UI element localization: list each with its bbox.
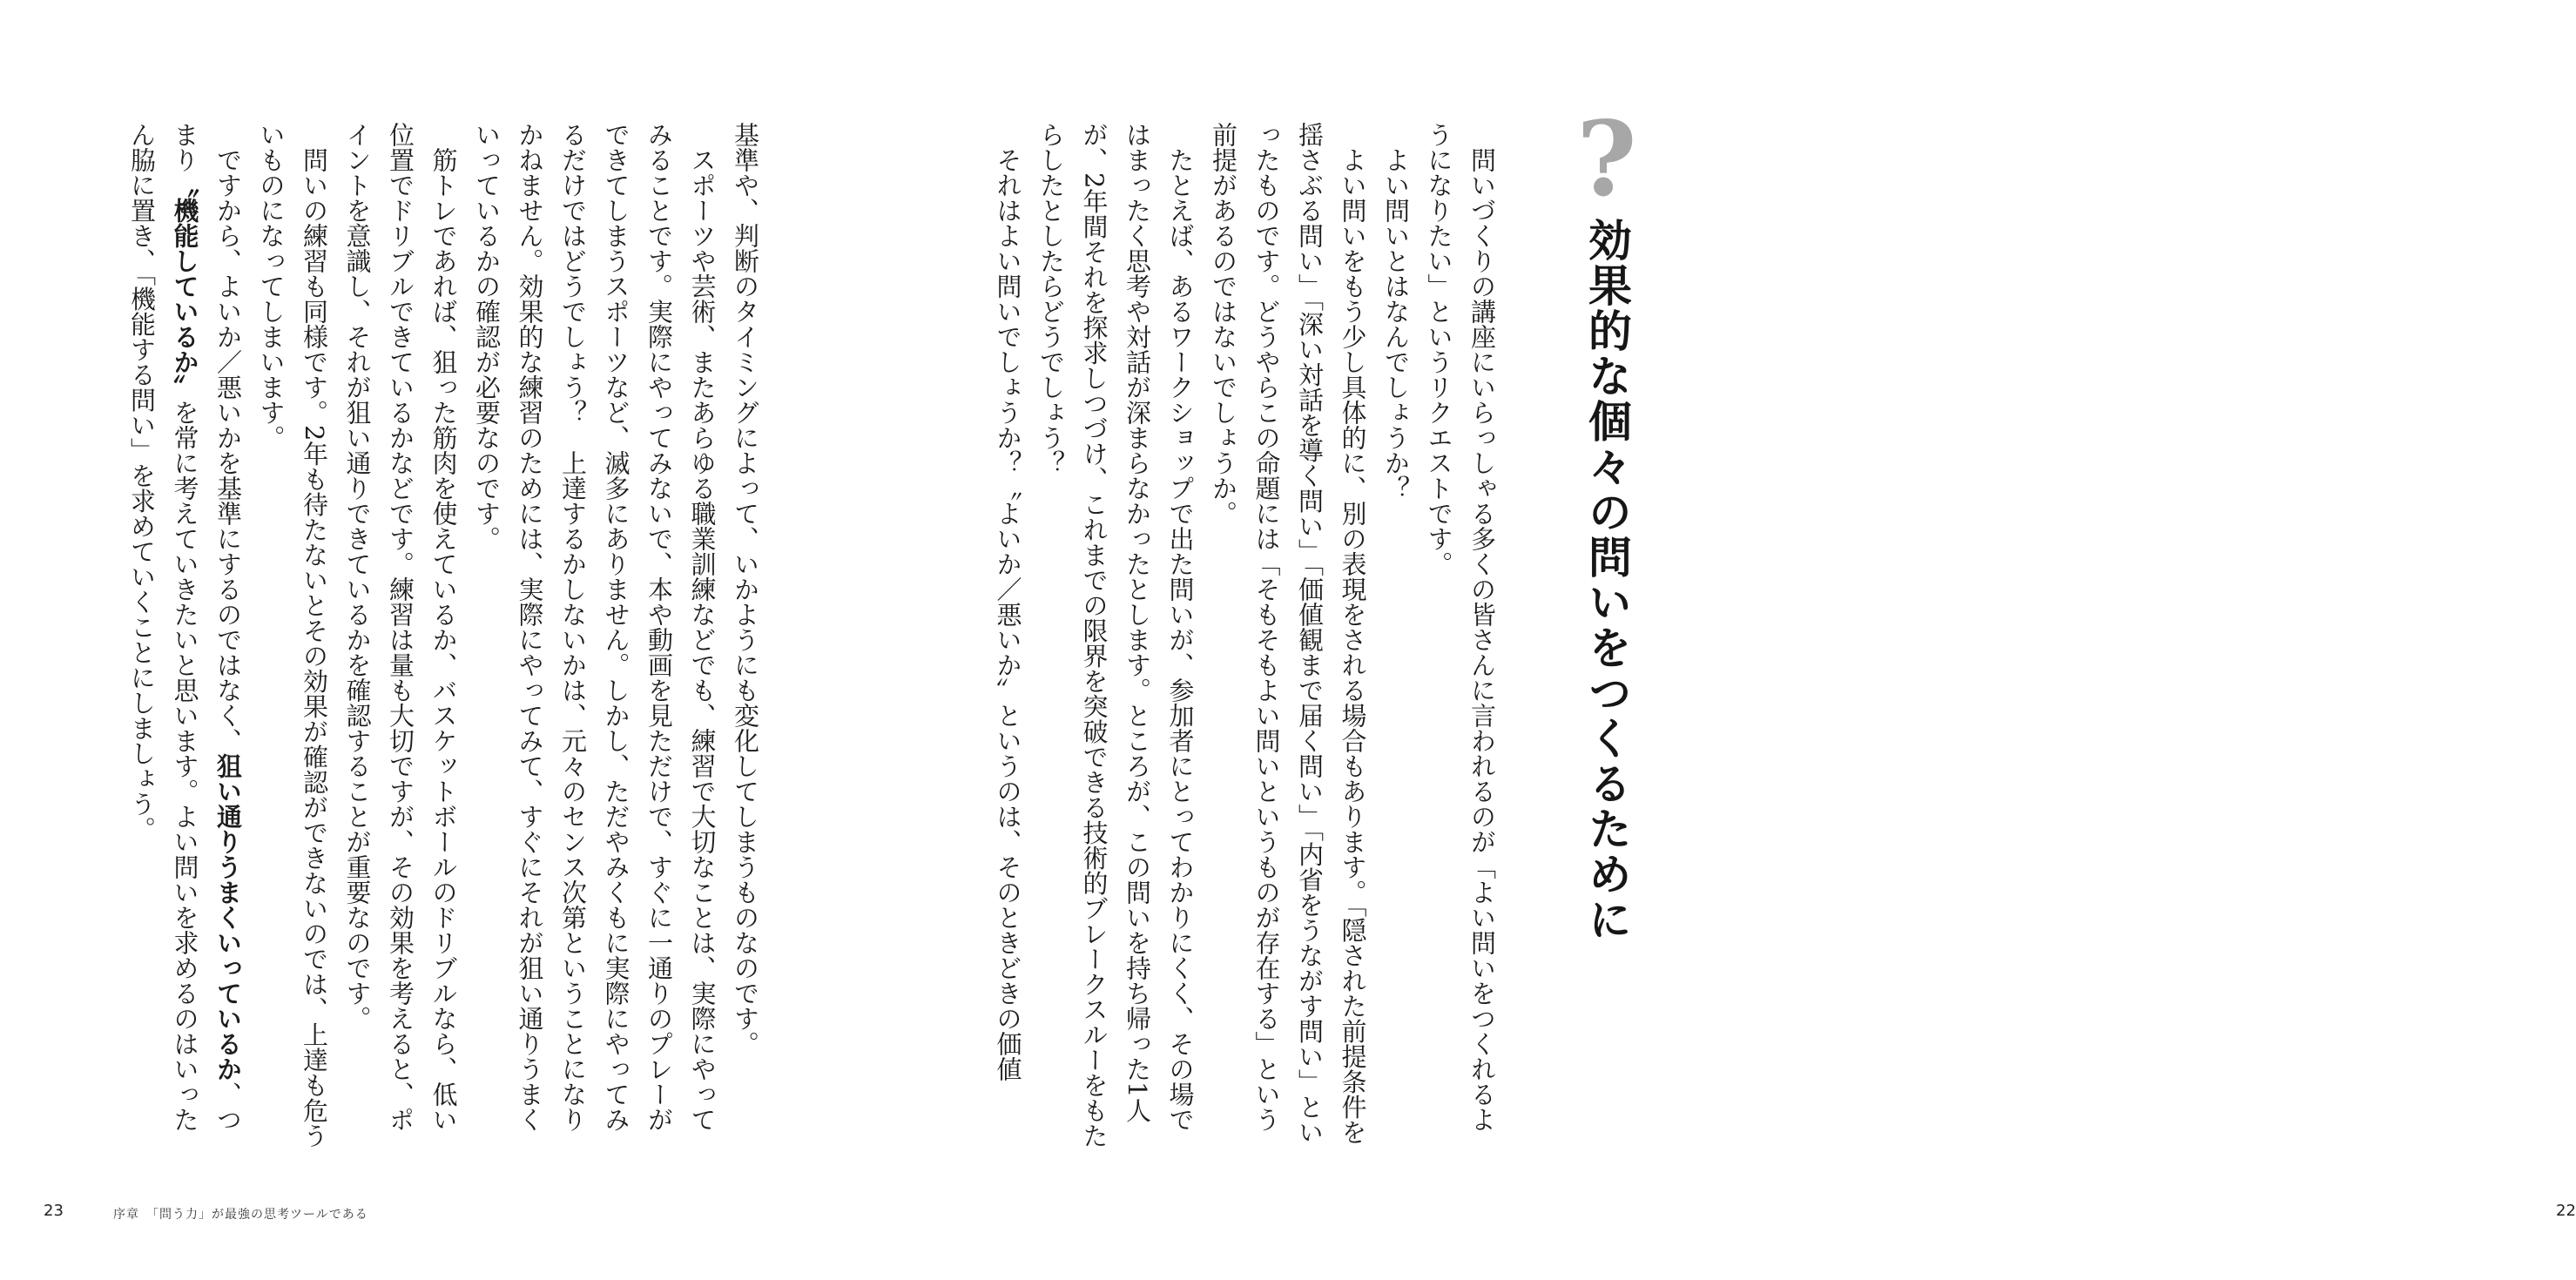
emphasis-on-target: 狙い通りうまくいっているか xyxy=(213,753,243,1081)
question-mark-icon: ? xyxy=(1576,98,1637,219)
page-number-left: 23 xyxy=(44,1202,64,1220)
left-paragraph-3: 筋トレであれば、狙った筋肉を使えているか、バスケットボールのドリブルなら、低い位置でドリブルできているかなどです。練習は量も大切ですが、その効果を考えると、ポイントを意識し、それが狙い通りできているかを確認することが重要なのです。 xyxy=(342,122,459,1132)
right-page-body xyxy=(993,122,1503,1154)
running-head: 序章 「問う力」が最強の思考ツールである xyxy=(113,1208,368,1222)
left-paragraph-5 xyxy=(120,122,250,1154)
right-paragraph-1: 問いづくりの講座にいらっしゃる多くの皆さんに言われるのが「よい問いをつくれるようになりたい」というリクエストです。 xyxy=(1424,122,1497,1132)
emphasis-functioning: 〝機能しているか〟 xyxy=(170,172,200,400)
left-p5-text-b: 、つまり xyxy=(170,122,243,1132)
right-paragraph-5: それはよい問いでしょうか？〝よいか／悪いか〟というのは、そのときどきの価値 xyxy=(993,147,1023,1081)
left-p5-text-c: を常に考えていきたいと思います。よい問いを求めるのはいったん脇に置き、「機能する問い」を求めていくことにしましょう。 xyxy=(127,122,200,1132)
left-page xyxy=(0,0,871,1280)
section-heading: 効果的な個々の問いをつくるために xyxy=(1581,218,1632,942)
right-paragraph-2: よい問いとはなんでしょうか？ xyxy=(1381,147,1411,501)
right-paragraph-3: よい問いをもう少し具体的に、別の表現をされる場合もあります。「隠された前提条件を揺さぶる問い」「深い対話を導く問い」「価値観まで届く問い」「内省をうながす問い」といったものです。どうやらこの命題には「そもそもよい問いというものが存在する」という前提があるのではないでしょうか。 xyxy=(1209,122,1368,1145)
left-p5-text-a: ですから、よいか／悪いかを基準にするのではなく、 xyxy=(213,147,243,753)
right-page xyxy=(871,0,2576,1280)
right-paragraph-4: たとえば、あるワークショップで出た問いが、参加者にとってわかりにくく、その場ではまったく思考や対話が深まらなかったとします。ところが、この問いを持ち帰った1人が、2年間それを探求しつづけ、これまでの限界を突破できる技術的ブレークスルーをもたらしたとしたらどうでしょう？ xyxy=(1036,122,1196,1149)
left-page-body xyxy=(126,122,766,1154)
left-paragraph-2: スポーツや芸術、またあらゆる職業訓練などでも、練習で大切なことは、実際にやってみることです。実際にやってみないで、本や動画を見ただけで、すぐに一通りのプレーができてしまうスポーツなど、滅多にありません。しかし、ただやみくもに実際にやってみるだけではどうでしょう？ 上達するかしないかは、元々のセンス次第ということになりかねません。効果的な練習のためには、実際にやってみて、すぐにそれが狙い通りうまくいっているかの確認が必要なのです。 xyxy=(472,122,718,1132)
left-paragraph-4: 問いの練習も同様です。2年も待たないとその効果が確認ができないのでは、上達も危ういものになってしまいます。 xyxy=(256,122,329,1149)
left-paragraph-1: 基準や、判断のタイミングによって、いかようにも変化してしまうものなのです。 xyxy=(731,122,760,1056)
page-number-right: 22 xyxy=(2556,1202,2576,1220)
